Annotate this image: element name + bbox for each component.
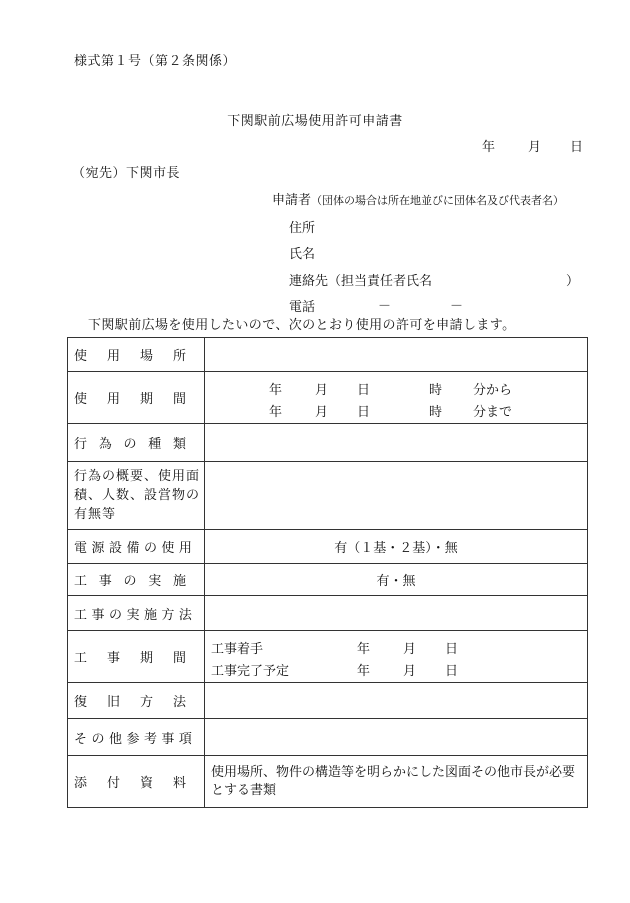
intro-text: 下関駅前広場を使用したいので、次のとおり使用の許可を申請します。 — [88, 318, 516, 333]
date-year: 年 — [482, 140, 496, 155]
value-act-type[interactable] — [205, 424, 588, 462]
label-period: 使 用 期 間 — [68, 372, 205, 424]
date-day: 日 — [570, 140, 584, 155]
label-restore: 復 旧 方 法 — [68, 683, 205, 719]
value-restore[interactable] — [205, 683, 588, 719]
value-construction-method[interactable] — [205, 596, 588, 631]
construction-end-line: 工事完了予定 年 月 日 — [211, 663, 459, 679]
label-act-summary: 行為の概要、使用面積、人数、設営物の有無等 — [68, 462, 205, 530]
row-construction-method — [68, 596, 588, 631]
label-attachments: 添 付 資 料 — [68, 756, 205, 808]
applicant-contact: 連絡先（担当責任者氏名 — [289, 274, 433, 289]
applicant-phone: 電話 — [289, 300, 316, 315]
phone-dash-1: － — [378, 299, 392, 314]
applicant-address: 住所 — [289, 221, 316, 236]
value-attachments: 使用場所、物件の構造等を明らかにした図面その他市長が必要とする書類 — [205, 756, 588, 808]
row-restore — [68, 683, 588, 719]
value-other[interactable] — [205, 719, 588, 756]
value-construction-period[interactable] — [205, 631, 588, 683]
application-table — [67, 337, 588, 808]
period-from-line: 年 月 日 時 分から — [269, 382, 513, 398]
applicant-name: 氏名 — [289, 247, 316, 262]
label-other: そ の 他 参 考 事 項 — [68, 719, 205, 756]
row-construction — [68, 564, 588, 596]
row-act-type — [68, 424, 588, 462]
form-number: 様式第１号（第２条関係） — [74, 54, 237, 69]
row-construction-period — [68, 631, 588, 683]
value-power[interactable]: 有（１基・２基）・無 — [205, 530, 588, 564]
row-power — [68, 530, 588, 564]
row-other — [68, 719, 588, 756]
label-construction: 工 事 の 実 施 — [68, 564, 205, 596]
row-period — [68, 372, 588, 424]
label-place: 使 用 場 所 — [68, 338, 205, 372]
label-power: 電 源 設 備 の 使 用 — [68, 530, 205, 564]
row-attachments — [68, 756, 588, 808]
label-construction-method: 工 事 の 実 施 方 法 — [68, 596, 205, 631]
value-place[interactable] — [205, 338, 588, 372]
row-act-summary — [68, 462, 588, 530]
label-construction-period: 工 事 期 間 — [68, 631, 205, 683]
phone-dash-2: － — [450, 299, 464, 314]
applicant-note: （団体の場合は所在地並びに団体名及び代表者名） — [311, 194, 565, 207]
date-month: 月 — [528, 140, 542, 155]
row-place — [68, 338, 588, 372]
applicant-contact-close: ） — [566, 274, 580, 289]
value-act-summary[interactable] — [205, 462, 588, 530]
label-act-type: 行 為 の 種 類 — [68, 424, 205, 462]
value-period[interactable] — [205, 372, 588, 424]
document-title: 下関駅前広場使用許可申請書 — [227, 114, 403, 129]
applicant-label: 申請者 — [272, 193, 312, 208]
applicant-heading — [272, 189, 564, 208]
period-to-line: 年 月 日 時 分まで — [269, 404, 513, 420]
value-construction[interactable]: 有・無 — [205, 564, 588, 596]
addressee: （宛先）下関市長 — [72, 166, 181, 181]
construction-start-line: 工事着手 年 月 日 — [211, 641, 459, 657]
